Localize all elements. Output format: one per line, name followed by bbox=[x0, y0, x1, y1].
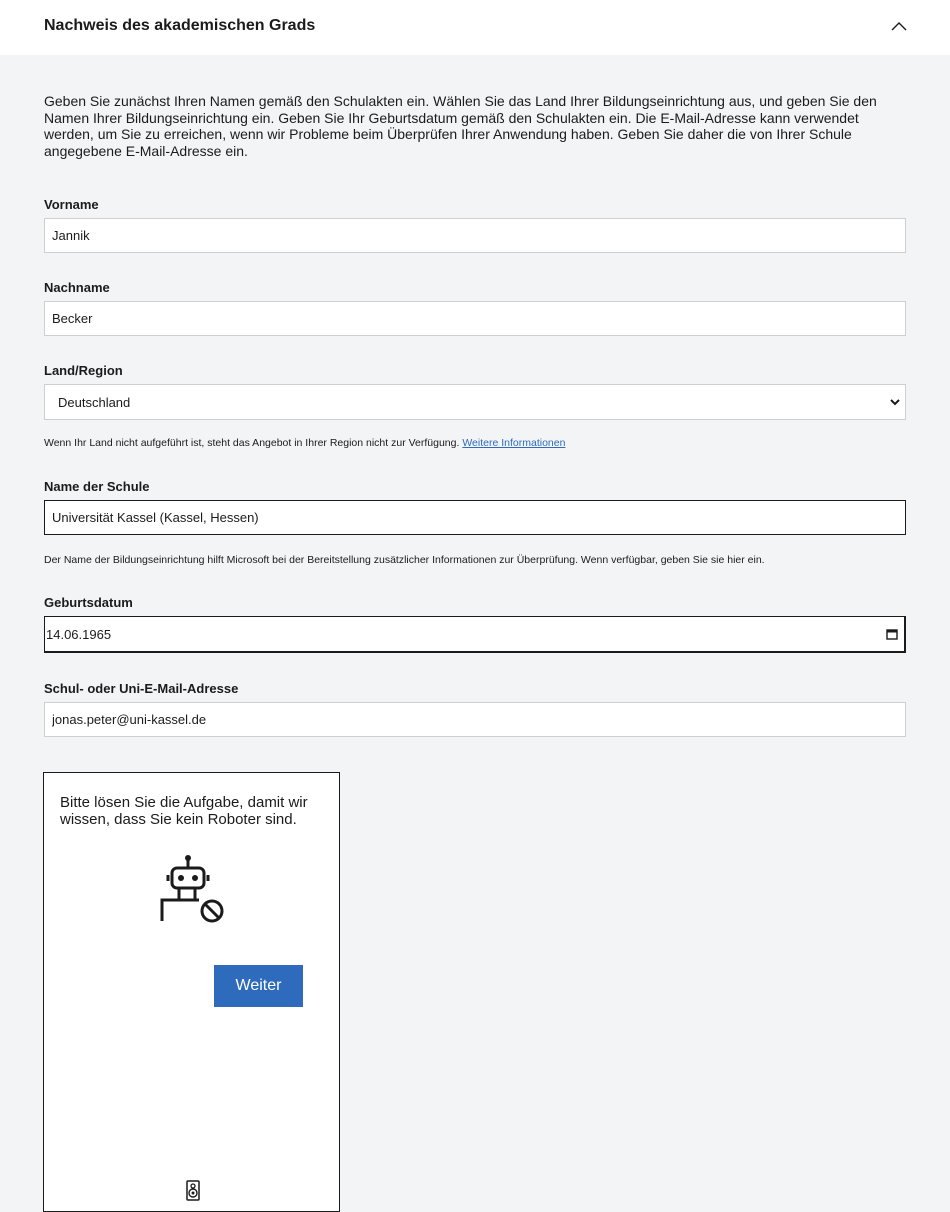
birthdate-label: Geburtsdatum bbox=[44, 595, 133, 610]
email-input[interactable] bbox=[44, 702, 906, 737]
last-name-label: Nachname bbox=[44, 280, 110, 295]
country-select[interactable] bbox=[44, 384, 906, 420]
school-hint: Der Name der Bildungseinrichtung hilft Microsoft bei der Bereitstellung zusätzlicher Informationen zur Überprüfung. Wenn verfügbar, geben Sie sie hier ein. bbox=[44, 554, 765, 566]
birthdate-input[interactable] bbox=[44, 616, 906, 653]
captcha-continue-button[interactable]: Weiter bbox=[214, 965, 303, 1007]
first-name-input[interactable] bbox=[44, 218, 906, 253]
country-select-value: Deutschland bbox=[58, 395, 131, 410]
last-name-input[interactable] bbox=[44, 301, 906, 336]
country-hint-text: Wenn Ihr Land nicht aufgeführt ist, steht das Angebot in Ihrer Region nicht zur Verfügung. bbox=[44, 437, 460, 449]
school-label: Name der Schule bbox=[44, 479, 150, 494]
audio-speaker-icon[interactable] bbox=[185, 1180, 201, 1202]
email-label: Schul- oder Uni-E-Mail-Adresse bbox=[44, 681, 239, 696]
captcha-instruction: Bitte lösen Sie die Aufgabe, damit wir wissen, dass Sie kein Roboter sind. bbox=[60, 794, 308, 828]
country-hint bbox=[44, 437, 565, 449]
intro-text: Geben Sie zunächst Ihren Namen gemäß den Schulakten ein. Wählen Sie das Land Ihrer Bildungseinrichtung aus, und geben Sie den Namen Ihrer Bildungseinrichtung ein. Geben Sie Ihr Geburtsdatum gemäß den Schulakten ein. Die E-Mail-Adresse kann verwendet werden, um Sie zu erreichen, wenn wir Probleme beim Überprüfen Ihrer Anwendung haben. Geben Sie daher die von Ihrer Schule angegebene E-Mail-Adresse ein. bbox=[44, 93, 877, 159]
first-name-label: Vorname bbox=[44, 197, 99, 212]
section-header bbox=[0, 0, 950, 55]
chevron-up-icon bbox=[886, 13, 912, 39]
robot-blocked-icon bbox=[159, 853, 227, 925]
chevron-down-icon bbox=[889, 396, 901, 408]
school-input[interactable] bbox=[44, 500, 906, 535]
section-title: Nachweis des akademischen Grads bbox=[44, 17, 316, 34]
captcha-panel bbox=[43, 772, 340, 1212]
country-label: Land/Region bbox=[44, 363, 123, 378]
calendar-icon[interactable] bbox=[886, 628, 898, 640]
collapse-button[interactable] bbox=[886, 13, 912, 39]
more-info-link[interactable]: Weitere Informationen bbox=[462, 437, 566, 449]
birthdate-value: 14.06.1965 bbox=[46, 627, 112, 642]
